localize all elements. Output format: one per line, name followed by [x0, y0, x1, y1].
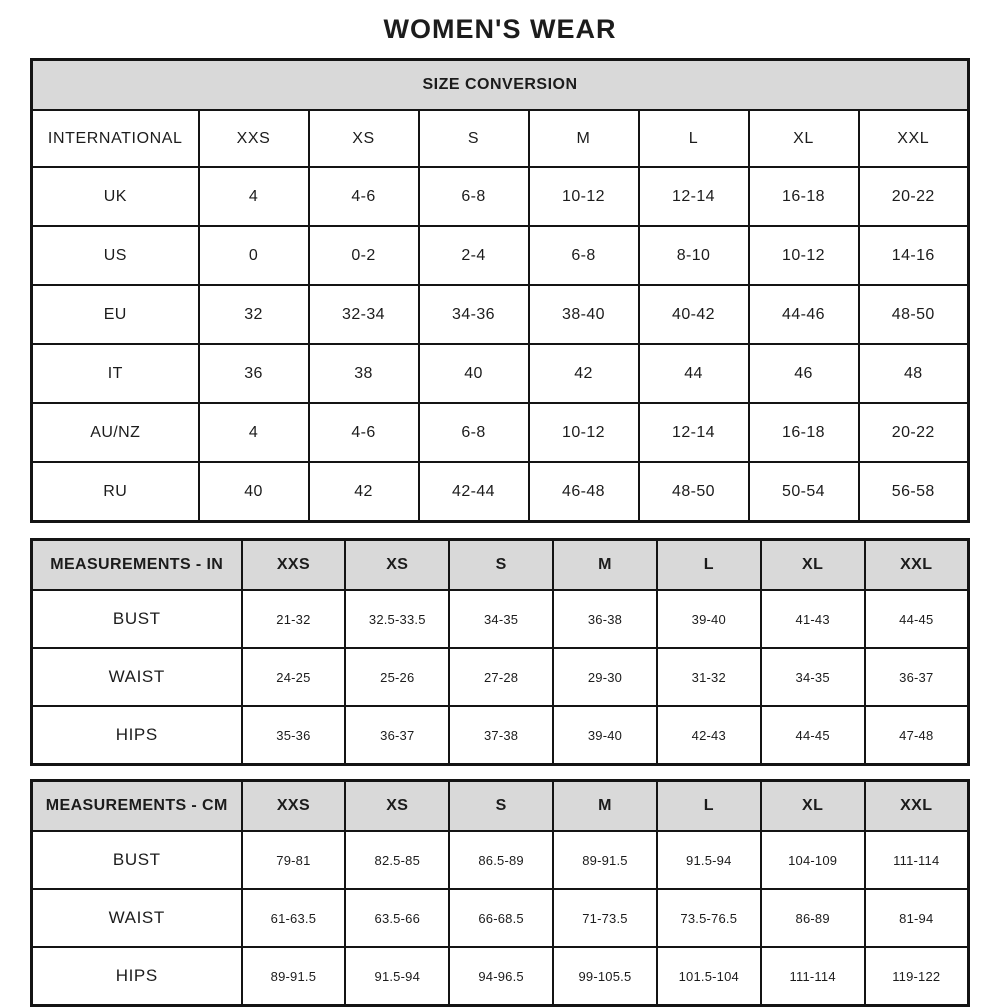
table-cell: 61-63.5	[242, 889, 346, 947]
table-cell: 48-50	[859, 285, 969, 344]
table-cell: 4-6	[309, 403, 419, 462]
table-cell: 24-25	[242, 648, 346, 706]
table-cell: 10-12	[749, 226, 859, 285]
row-label-eu: EU	[32, 285, 199, 344]
table-cell: 39-40	[553, 706, 657, 765]
table-row-ru	[32, 462, 969, 522]
table-cell: 27-28	[449, 648, 553, 706]
table-cell: 111-114	[761, 947, 865, 1006]
size-conversion-caption: SIZE CONVERSION	[32, 60, 969, 111]
table-row-uk	[32, 167, 969, 226]
row-label-uk: UK	[32, 167, 199, 226]
table-cell: 79-81	[242, 831, 346, 889]
table-cell: 4	[199, 403, 309, 462]
table-cell: 4	[199, 167, 309, 226]
column-header-measurements-cm: MEASUREMENTS - CM	[32, 781, 242, 832]
column-header-xl: XL	[749, 110, 859, 167]
table-cell: 31-32	[657, 648, 761, 706]
table-cell: 35-36	[242, 706, 346, 765]
column-header-xxs: XXS	[242, 781, 346, 832]
column-header-m: M	[529, 110, 639, 167]
table-cell: 40	[199, 462, 309, 522]
table-caption-row	[32, 60, 969, 111]
table-cell: 36	[199, 344, 309, 403]
table-row-hips-cm	[32, 947, 969, 1006]
table-cell: 29-30	[553, 648, 657, 706]
table-cell: 86-89	[761, 889, 865, 947]
table-cell: 0-2	[309, 226, 419, 285]
table-row-bust-in	[32, 590, 969, 648]
table-cell: 41-43	[761, 590, 865, 648]
column-header-xxs: XXS	[242, 540, 346, 591]
table-cell: 42	[309, 462, 419, 522]
table-cell: 39-40	[657, 590, 761, 648]
column-header-xxl: XXL	[865, 781, 969, 832]
table-cell: 21-32	[242, 590, 346, 648]
column-header-xs: XS	[345, 540, 449, 591]
table-cell: 20-22	[859, 403, 969, 462]
table-row-waist-in	[32, 648, 969, 706]
table-cell: 42	[529, 344, 639, 403]
table-cell: 34-35	[449, 590, 553, 648]
row-label-us: US	[32, 226, 199, 285]
row-label-waist: WAIST	[32, 889, 242, 947]
table-cell: 36-37	[345, 706, 449, 765]
table-cell: 44	[639, 344, 749, 403]
table-cell: 101.5-104	[657, 947, 761, 1006]
table-cell: 50-54	[749, 462, 859, 522]
table-cell: 63.5-66	[345, 889, 449, 947]
table-row-hips-in	[32, 706, 969, 765]
table-row-waist-cm	[32, 889, 969, 947]
column-header-xxs: XXS	[199, 110, 309, 167]
table-cell: 104-109	[761, 831, 865, 889]
table-cell: 36-37	[865, 648, 969, 706]
column-header-l: L	[657, 781, 761, 832]
row-label-bust: BUST	[32, 831, 242, 889]
table-cell: 86.5-89	[449, 831, 553, 889]
table-cell: 6-8	[529, 226, 639, 285]
column-header-measurements-in: MEASUREMENTS - IN	[32, 540, 242, 591]
table-cell: 8-10	[639, 226, 749, 285]
row-label-ru: RU	[32, 462, 199, 522]
table-cell: 10-12	[529, 167, 639, 226]
table-header-row	[32, 540, 969, 591]
table-row-aunz	[32, 403, 969, 462]
table-cell: 20-22	[859, 167, 969, 226]
table-cell: 38-40	[529, 285, 639, 344]
table-cell: 37-38	[449, 706, 553, 765]
table-cell: 38	[309, 344, 419, 403]
table-cell: 89-91.5	[242, 947, 346, 1006]
table-cell: 4-6	[309, 167, 419, 226]
table-cell: 25-26	[345, 648, 449, 706]
table-cell: 42-43	[657, 706, 761, 765]
table-row-bust-cm	[32, 831, 969, 889]
table-cell: 48-50	[639, 462, 749, 522]
table-row-it	[32, 344, 969, 403]
table-cell: 34-35	[761, 648, 865, 706]
table-header-row	[32, 781, 969, 832]
table-cell: 73.5-76.5	[657, 889, 761, 947]
page-title: WOMEN'S WEAR	[383, 14, 617, 44]
table-cell: 46	[749, 344, 859, 403]
table-row-us	[32, 226, 969, 285]
table-cell: 89-91.5	[553, 831, 657, 889]
table-cell: 6-8	[419, 167, 529, 226]
size-conversion-table	[30, 58, 970, 523]
table-cell: 66-68.5	[449, 889, 553, 947]
table-cell: 36-38	[553, 590, 657, 648]
table-header-row	[32, 110, 969, 167]
table-cell: 16-18	[749, 403, 859, 462]
column-header-l: L	[639, 110, 749, 167]
table-cell: 32-34	[309, 285, 419, 344]
column-header-m: M	[553, 781, 657, 832]
measurements-cm-table	[30, 779, 970, 1007]
table-row-eu	[32, 285, 969, 344]
table-cell: 91.5-94	[657, 831, 761, 889]
table-cell: 71-73.5	[553, 889, 657, 947]
table-cell: 32.5-33.5	[345, 590, 449, 648]
table-cell: 32	[199, 285, 309, 344]
column-header-xl: XL	[761, 540, 865, 591]
table-cell: 44-46	[749, 285, 859, 344]
row-label-hips: HIPS	[32, 947, 242, 1006]
table-cell: 119-122	[865, 947, 969, 1006]
column-header-international: INTERNATIONAL	[32, 110, 199, 167]
row-label-bust: BUST	[32, 590, 242, 648]
table-cell: 81-94	[865, 889, 969, 947]
column-header-l: L	[657, 540, 761, 591]
table-cell: 12-14	[639, 167, 749, 226]
table-cell: 47-48	[865, 706, 969, 765]
table-cell: 94-96.5	[449, 947, 553, 1006]
table-cell: 48	[859, 344, 969, 403]
column-header-xxl: XXL	[865, 540, 969, 591]
column-header-xs: XS	[345, 781, 449, 832]
table-cell: 111-114	[865, 831, 969, 889]
table-cell: 91.5-94	[345, 947, 449, 1006]
table-cell: 10-12	[529, 403, 639, 462]
row-label-hips: HIPS	[32, 706, 242, 765]
row-label-waist: WAIST	[32, 648, 242, 706]
table-cell: 44-45	[761, 706, 865, 765]
column-header-xxl: XXL	[859, 110, 969, 167]
table-cell: 46-48	[529, 462, 639, 522]
column-header-xl: XL	[761, 781, 865, 832]
table-cell: 40-42	[639, 285, 749, 344]
table-cell: 6-8	[419, 403, 529, 462]
table-cell: 0	[199, 226, 309, 285]
column-header-s: S	[449, 781, 553, 832]
table-cell: 56-58	[859, 462, 969, 522]
table-cell: 16-18	[749, 167, 859, 226]
table-cell: 42-44	[419, 462, 529, 522]
table-cell: 34-36	[419, 285, 529, 344]
table-cell: 12-14	[639, 403, 749, 462]
table-cell: 2-4	[419, 226, 529, 285]
table-cell: 40	[419, 344, 529, 403]
column-header-s: S	[449, 540, 553, 591]
row-label-it: IT	[32, 344, 199, 403]
column-header-m: M	[553, 540, 657, 591]
row-label-aunz: AU/NZ	[32, 403, 199, 462]
column-header-xs: XS	[309, 110, 419, 167]
table-cell: 14-16	[859, 226, 969, 285]
table-cell: 44-45	[865, 590, 969, 648]
table-cell: 99-105.5	[553, 947, 657, 1006]
measurements-in-table	[30, 538, 970, 766]
column-header-s: S	[419, 110, 529, 167]
table-cell: 82.5-85	[345, 831, 449, 889]
